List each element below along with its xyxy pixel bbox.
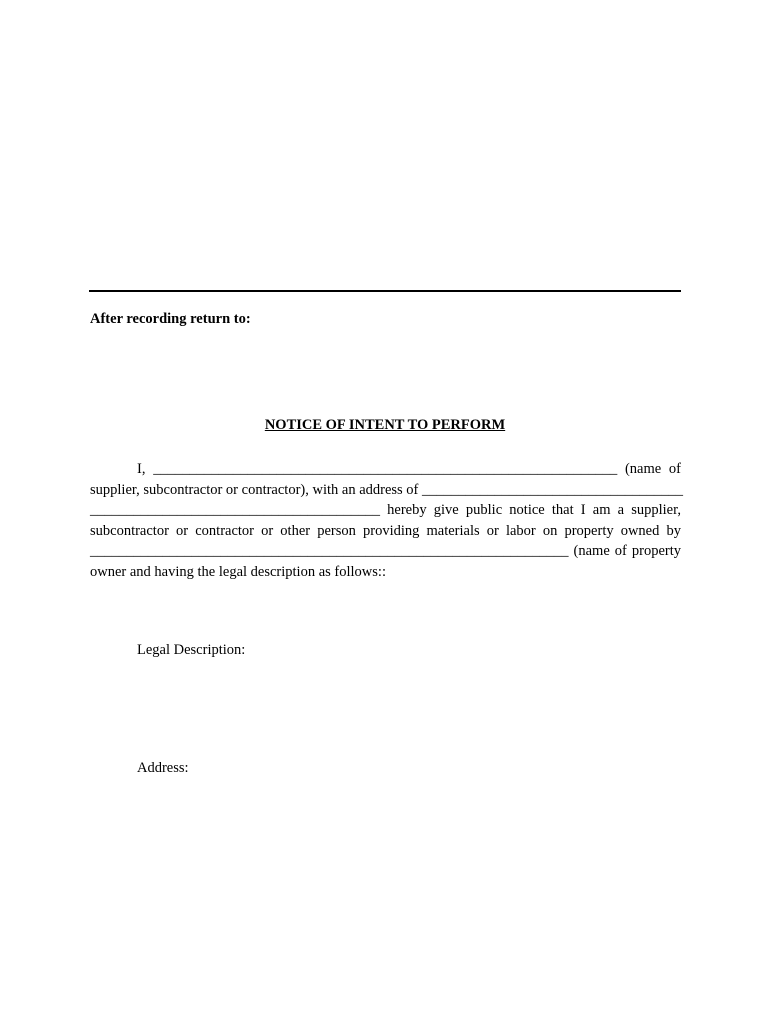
body-line-3: ________________________________________ hereby give public notice that I am a supplier, (90, 502, 681, 518)
header-divider (89, 290, 681, 292)
document-title: NOTICE OF INTENT TO PERFORM (264, 417, 506, 433)
body-line-1: I, ________________________________________________________________ (name of (137, 461, 681, 477)
legal-description-label: Legal Description: (137, 642, 246, 658)
address-label: Address: (137, 760, 189, 776)
body-line-6: owner and having the legal description as follows:: (90, 564, 386, 580)
body-line-4: subcontractor or contractor or other person providing materials or labor on property owned by (90, 523, 681, 539)
return-to-label: After recording return to: (90, 311, 251, 327)
body-line-5: __________________________________________________________________ (name of property (90, 543, 681, 559)
body-line-2: supplier, subcontractor or contractor), with an address of ____________________________________ (90, 482, 684, 498)
